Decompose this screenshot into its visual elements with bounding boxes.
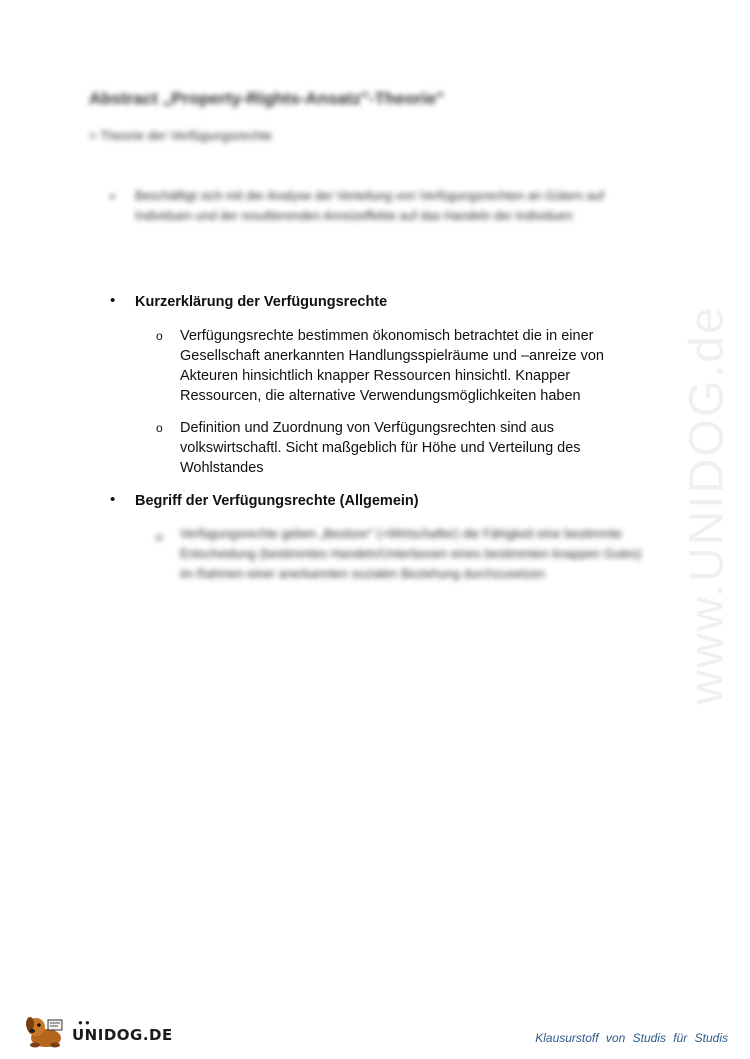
intro-paragraph: Beschäftigt sich mit der Analyse der Verteilung von Verfügungsrechten an Gütern auf Individuen und der resultierenden Anreizeffekte auf das Handeln der Individuen [135, 189, 605, 223]
section-heading-kurzerklaerung: Kurzerklärung der Verfügungsrechte [135, 294, 388, 310]
section-bullet: • [110, 491, 116, 508]
sub-bullet: o [156, 329, 163, 343]
unidog-logo[interactable] [22, 1012, 173, 1050]
watermark: www.UNIDOG.de [680, 305, 734, 705]
list-item-blurred: Verfügungsrechte geben „Besitzer" (=Wirtschafter) die Fähigkeit eine bestimmte Entscheidung (bestimmtes Handeln/Unterlassen eines bestimmten knappen Gutes) im Rahmen einer anerkannten sozialen Beziehung durchzusetzen [180, 527, 642, 581]
section-bullet: • [110, 292, 116, 309]
paw-print-icon: ● ● [78, 1018, 90, 1027]
document-title: Abstract „Property-Rights-Ansatz"-Theorie" [89, 89, 445, 108]
footer-tagline: Klausurstoff von Studis für Studis [535, 1031, 728, 1045]
list-item: Verfügungsrechte bestimmen ökonomisch betrachtet die in einer Gesellschaft anerkannten Handlungsspielräume und –anreize von Akteuren hinsichtlich knapper Ressourcen hinsichtl. Knapper Ressourcen, die alternative Verwendungsmöglichkeiten haben [180, 328, 604, 404]
sub-bullet: o [156, 421, 163, 435]
sub-bullet: o [156, 530, 163, 544]
logo-text: UNIDOG.DE [72, 1026, 173, 1044]
dog-mascot-icon [22, 1012, 70, 1050]
list-item: Definition und Zuordnung von Verfügungsrechten sind aus volkswirtschaftl. Sicht maßgeblich für Höhe und Verteilung des Wohlstandes [180, 420, 581, 476]
intro-bullet: • [110, 188, 115, 204]
document-subtitle: = Theorie der Verfügungsrechte [89, 128, 272, 143]
section-heading-begriff: Begriff der Verfügungsrechte (Allgemein) [135, 493, 419, 509]
